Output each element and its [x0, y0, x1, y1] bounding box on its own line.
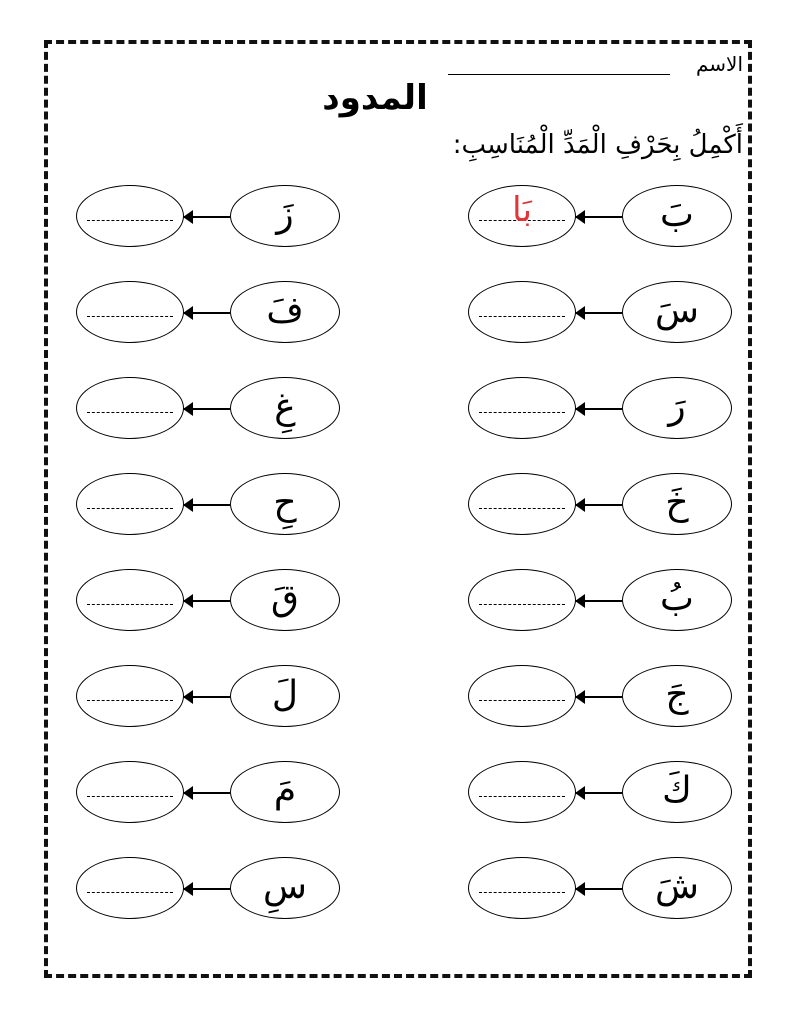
- exercise-item-right-3: [468, 377, 734, 441]
- letter-oval: غِ: [230, 377, 340, 439]
- answer-oval[interactable]: [468, 569, 576, 631]
- answer-text: بَا: [512, 190, 532, 230]
- letter-oval: شَ: [622, 857, 732, 919]
- arrow-left-icon: [576, 888, 622, 890]
- letter-oval: حِ: [230, 473, 340, 535]
- answer-line: [479, 412, 565, 413]
- answer-line: [479, 796, 565, 797]
- exercise-item-right-6: [468, 665, 734, 729]
- answer-line: [479, 700, 565, 701]
- answer-oval[interactable]: [76, 377, 184, 439]
- exercise-item-left-5: [76, 569, 342, 633]
- answer-line: [87, 508, 173, 509]
- arrow-left-icon: [576, 792, 622, 794]
- answer-line: [87, 796, 173, 797]
- letter-oval: لَ: [230, 665, 340, 727]
- arrow-left-icon: [184, 696, 230, 698]
- exercise-item-right-7: [468, 761, 734, 825]
- exercise-item-left-4: [76, 473, 342, 537]
- answer-oval[interactable]: [468, 281, 576, 343]
- answer-oval[interactable]: [76, 281, 184, 343]
- letter-oval: جَ: [622, 665, 732, 727]
- answer-line: [87, 892, 173, 893]
- exercise-item-right-1: [468, 185, 734, 249]
- answer-oval[interactable]: [76, 569, 184, 631]
- answer-oval[interactable]: [468, 473, 576, 535]
- arrow-left-icon: [576, 216, 622, 218]
- exercise-item-right-5: [468, 569, 734, 633]
- name-label: الاسم: [695, 52, 743, 76]
- answer-line: [479, 316, 565, 317]
- arrow-left-icon: [184, 408, 230, 410]
- exercise-item-left-2: [76, 281, 342, 345]
- letter-oval: فَ: [230, 281, 340, 343]
- page-title: المدود: [322, 78, 428, 118]
- answer-oval[interactable]: [76, 857, 184, 919]
- answer-line: [87, 316, 173, 317]
- exercise-item-left-6: [76, 665, 342, 729]
- arrow-left-icon: [576, 600, 622, 602]
- arrow-left-icon: [576, 696, 622, 698]
- answer-line: [87, 220, 173, 221]
- answer-line: [87, 700, 173, 701]
- letter-oval: بُ: [622, 569, 732, 631]
- answer-oval[interactable]: [76, 665, 184, 727]
- letter-oval: رَ: [622, 377, 732, 439]
- answer-line: [479, 604, 565, 605]
- answer-line: [479, 508, 565, 509]
- answer-oval[interactable]: [76, 761, 184, 823]
- letter-oval: سِ: [230, 857, 340, 919]
- arrow-left-icon: [184, 792, 230, 794]
- answer-oval[interactable]: [468, 761, 576, 823]
- letter-oval: خَ: [622, 473, 732, 535]
- exercise-item-right-2: [468, 281, 734, 345]
- answer-oval[interactable]: [76, 473, 184, 535]
- instruction-text: أَكْمِلُ بِحَرْفِ الْمَدِّ الْمُنَاسِبِ:: [452, 130, 743, 160]
- arrow-left-icon: [576, 504, 622, 506]
- exercise-item-left-1: [76, 185, 342, 249]
- exercise-item-left-7: [76, 761, 342, 825]
- letter-oval: سَ: [622, 281, 732, 343]
- name-field-line[interactable]: [448, 74, 670, 75]
- exercise-item-left-8: [76, 857, 342, 921]
- arrow-left-icon: [184, 600, 230, 602]
- answer-line: [87, 412, 173, 413]
- exercise-item-left-3: [76, 377, 342, 441]
- exercise-item-right-8: [468, 857, 734, 921]
- answer-oval[interactable]: [468, 185, 576, 247]
- answer-oval[interactable]: [76, 185, 184, 247]
- arrow-left-icon: [576, 408, 622, 410]
- arrow-left-icon: [184, 312, 230, 314]
- letter-oval: كَ: [622, 761, 732, 823]
- answer-oval[interactable]: [468, 857, 576, 919]
- letter-oval: قَ: [230, 569, 340, 631]
- arrow-left-icon: [184, 504, 230, 506]
- letter-oval: مَ: [230, 761, 340, 823]
- answer-line: [479, 892, 565, 893]
- answer-oval[interactable]: [468, 665, 576, 727]
- letter-oval: بَ: [622, 185, 732, 247]
- answer-line: [87, 604, 173, 605]
- exercise-item-right-4: [468, 473, 734, 537]
- letter-oval: زَ: [230, 185, 340, 247]
- answer-oval[interactable]: [468, 377, 576, 439]
- arrow-left-icon: [184, 888, 230, 890]
- arrow-left-icon: [576, 312, 622, 314]
- arrow-left-icon: [184, 216, 230, 218]
